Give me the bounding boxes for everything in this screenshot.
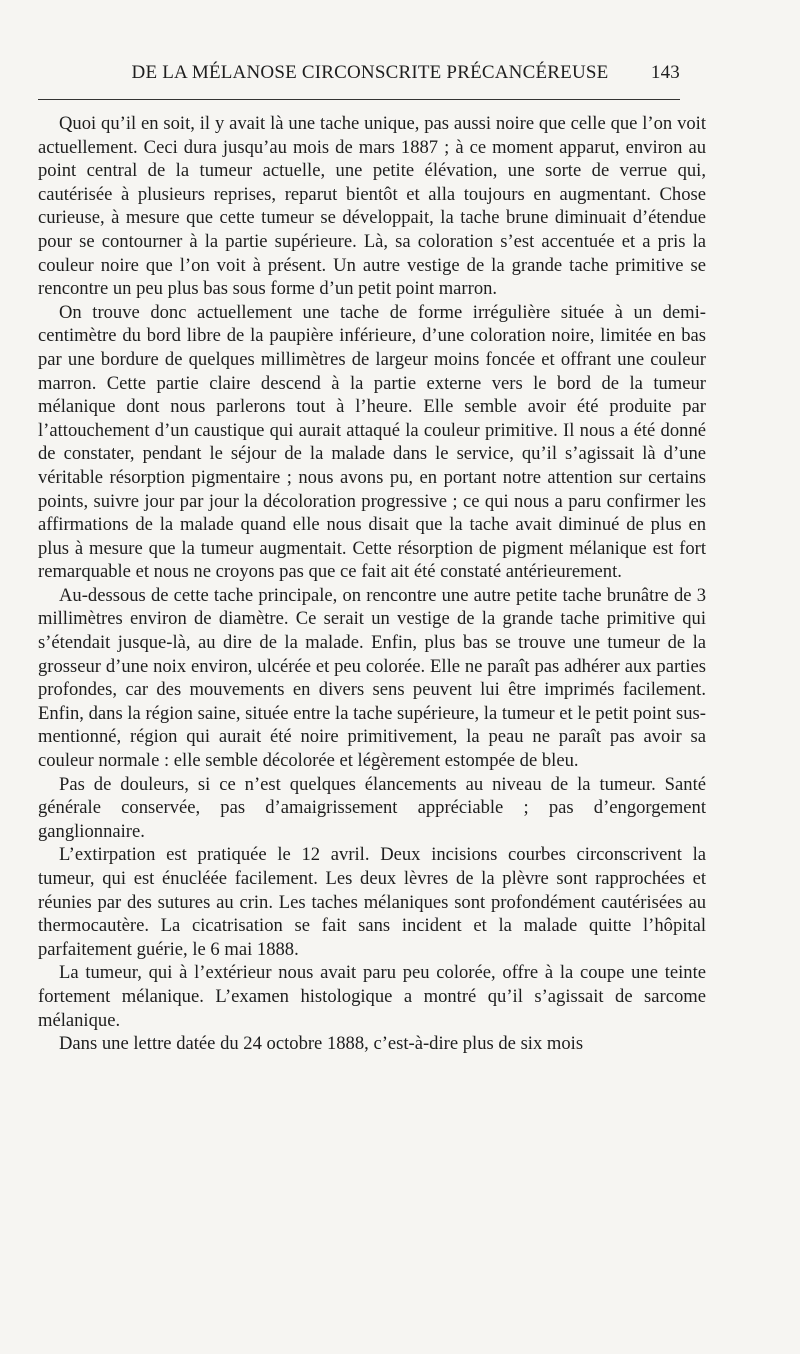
paragraph: L’extirpation est pratiquée le 12 avril. Deux incisions courbes circonscrivent la tumeur, qui est énucléée facilement. Les deux lèvres de la plèvre sont rapprochées et réunies par des sutures au crin. Les taches mélaniques sont profondément cautérisées au thermocautère. La cicatrisation se fait sans incident et la malade quitte l’hôpital parfaitement guérie, le 6 mai 1888. bbox=[38, 844, 706, 960]
paragraph: La tumeur, qui à l’extérieur nous avait paru peu colorée, offre à la coupe une teinte fortement mélanique. L’examen histologique a montré qu’il s’agissait de sarcome mélanique. bbox=[38, 962, 706, 1031]
page-number: 143 bbox=[650, 62, 680, 83]
paragraph: Au-dessous de cette tache principale, on rencontre une autre petite tache brunâtre de 3 millimètres environ de diamètre. Ce serait un vestige de la grande tache primitive qui s’étendait jusque-là, au dire de la malade. Enfin, plus bas se trouve une tumeur de la grosseur d’une noix environ, ulcérée et peu colorée. Elle ne paraît pas adhérer aux parties profondes, car des mouvements en divers sens peuvent lui être imprimés facilement. Enfin, dans la région saine, située entre la tache supérieure, la tumeur et le petit point sus-mentionné, région qui aurait été noire primitivement, la peau ne paraît pas avoir sa couleur normale : elle semble décolorée et légèrement estompée de bleu. bbox=[38, 584, 706, 772]
paragraph: On trouve donc actuellement une tache de forme irrégulière située à un demi-centimètre du bord libre de la paupière inférieure, d’une coloration noire, limitée en bas par une bordure de quelques millimètres de largeur moins foncée et offrant une couleur marron. Cette partie claire descend à la partie externe vers le bord de la tumeur mélanique dont nous parlerons tout à l’heure. Elle semble avoir été produite par l’attouchement d’un caustique qui aurait attaqué la couleur primitive. Il nous a été donné de constater, pendant le séjour de la malade dans le service, qu’il s’agissait là d’une véritable résorption pigmentaire ; nous avons pu, en portant notre attention sur certains points, suivre jour par jour la décoloration progressive ; ce qui nous a paru confirmer les affirmations de la malade quand elle nous disait que la tache avait diminué de plus en plus à mesure que la tumeur augmentait. Cette résorption de pigment mélanique est fort remarquable et nous ne croyons pas que ce fait ait été constaté antérieurement. bbox=[38, 301, 706, 583]
paragraph: Dans une lettre datée du 24 octobre 1888, c’est-à-dire plus de six mois bbox=[59, 1033, 584, 1055]
body-text bbox=[38, 112, 706, 1056]
running-header bbox=[80, 60, 680, 88]
running-title: DE LA MÉLANOSE CIRCONSCRITE PRÉCANCÉREUSE bbox=[131, 62, 609, 83]
header-rule bbox=[38, 99, 680, 100]
paragraph: Quoi qu’il en soit, il y avait là une tache unique, pas aussi noire que celle que l’on voit actuellement. Ceci dura jusqu’au mois de mars 1887 ; à ce moment apparut, environ au point central de la tumeur actuelle, une petite élévation, une sorte de verrue qui, cautérisée à plusieurs reprises, reparut bientôt et alla toujours en augmentant. Chose curieuse, à mesure que cette tumeur se développait, la tache brune diminuait d’étendue pour se contourner à la partie supérieure. Là, sa coloration s’est accentuée et a pris la couleur noire que l’on voit à présent. Un autre vestige de la grande tache primitive se rencontre un peu plus bas sous forme d’un petit point marron. bbox=[38, 113, 706, 300]
paragraph: Pas de douleurs, si ce n’est quelques élancements au niveau de la tumeur. Santé générale conservée, pas d’amaigrissement appréciable ; pas d’engorgement ganglionnaire. bbox=[38, 773, 706, 842]
